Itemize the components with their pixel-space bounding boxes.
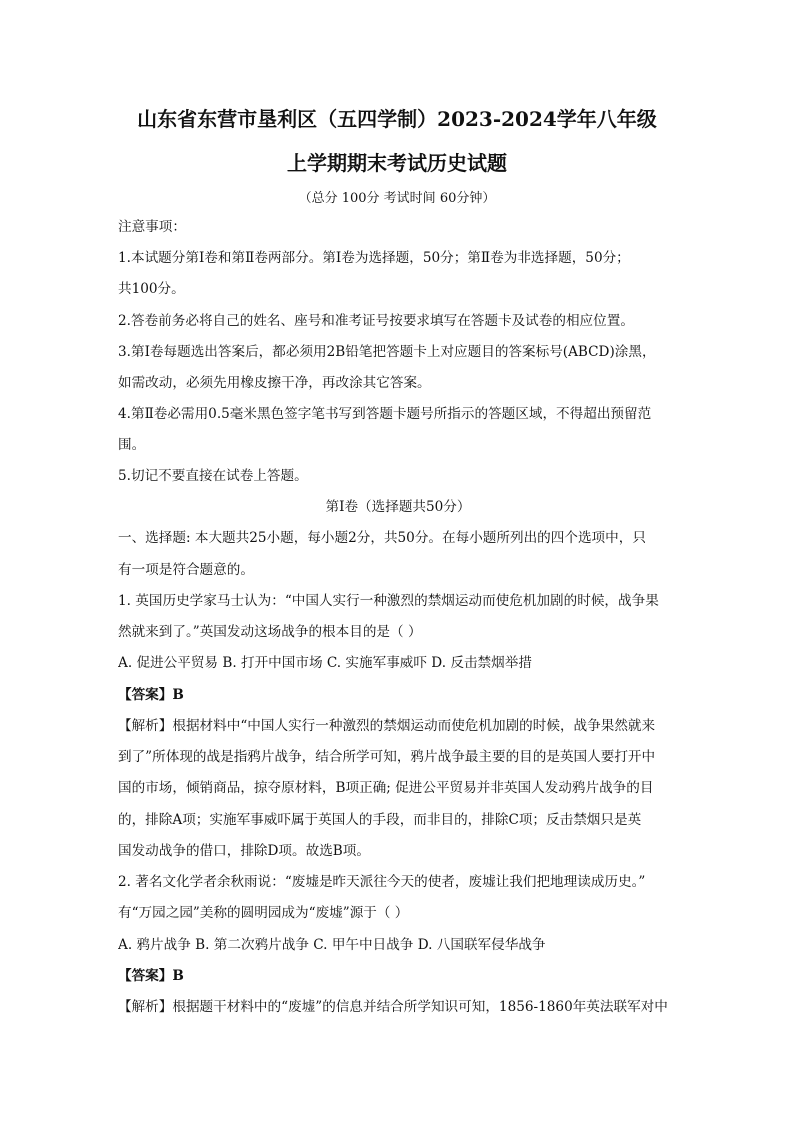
question-2-cont: 有“万园之园”美称的圆明园成为“废墟”源于（ ） (118, 905, 409, 921)
notes-heading: 注意事项： (118, 219, 186, 235)
question-1-explanation-3: 国的市场，倾销商品，掠夺原材料，B项正确; 促进公平贸易并非英国人发动鸦片战争的目 (118, 780, 654, 796)
section-intro-cont: 有一项是符合题意的。 (118, 562, 254, 578)
note-5: 5.切记不要直接在试卷上答题。 (118, 468, 308, 484)
note-2: 2.答卷前务必将自己的姓名、座号和准考证号按要求填写在答题卡及试卷的相应位置。 (118, 313, 634, 329)
question-1-explanation-5: 国发动战争的借口，排除D项。故选B项。 (118, 843, 370, 859)
question-2-options: A. 鸦片战争 B. 第二次鸦片战争 C. 甲午中日战争 D. 八国联军侵华战争 (118, 937, 546, 953)
question-1-answer: 【答案】B (118, 687, 184, 703)
exam-title-line2: 上学期期末考试历史试题 (287, 151, 507, 175)
question-2-explanation: 【解析】根据题干材料中的“废墟”的信息并结合所学知识可知，1856-1860年英法联军对中 (118, 999, 668, 1015)
question-2: 2. 著名文化学者余秋雨说：“废墟是昨天派往今天的使者，废墟让我们把地理读成历史。” (118, 874, 646, 890)
question-2-answer: 【答案】B (118, 968, 184, 984)
section-intro: 一、选择题: 本大题共25小题，每小题2分，共50分。在每小题所列出的四个选项中，只 (118, 530, 646, 546)
question-1-explanation: 【解析】根据材料中“中国人实行一种激烈的禁烟运动而使危机加剧的时候，战争果然就来 (118, 718, 656, 734)
question-1-explanation-2: 到了”所体现的战是指鸦片战争，结合所学可知，鸦片战争最主要的目的是英国人要打开中 (118, 749, 656, 765)
note-3: 3.第Ⅰ卷每题选出答案后，都必须用2B铅笔把答题卡上对应题目的答案标号(ABCD)涂黑， (118, 344, 656, 360)
question-1-options: A. 促进公平贸易 B. 打开中国市场 C. 实施军事威吓 D. 反击禁烟举措 (118, 655, 532, 671)
question-1-cont: 然就来到了。”英国发动这场战争的根本目的是（ ） (118, 624, 422, 640)
note-1: 1.本试题分第Ⅰ卷和第Ⅱ卷两部分。第Ⅰ卷为选择题，50分；第Ⅱ卷为非选择题，50分； (118, 250, 630, 266)
note-3-cont: 如需改动，必须先用橡皮擦干净，再改涂其它答案。 (118, 375, 431, 391)
question-1: 1. 英国历史学家马士认为：“中国人实行一种激烈的禁烟运动而使危机加剧的时候，战争果 (118, 593, 659, 609)
note-1-cont: 共100分。 (118, 281, 185, 297)
exam-title-line1: 山东省东营市垦利区（五四学制）2023-2024学年八年级 (137, 107, 657, 131)
section-heading: 第Ⅰ卷（选择题共50分） (325, 499, 471, 515)
note-4-cont: 围。 (118, 437, 146, 453)
note-4: 4.第Ⅱ卷必需用0.5毫米黑色签字笔书写到答题卡题号所指示的答题区域，不得超出预留范 (118, 406, 652, 422)
exam-meta: （总分 100分 考试时间 60分钟） (298, 191, 496, 206)
question-1-explanation-4: 的，排除A项；实施军事威吓属于英国人的手段，而非目的，排除C项；反击禁烟只是英 (118, 812, 642, 828)
